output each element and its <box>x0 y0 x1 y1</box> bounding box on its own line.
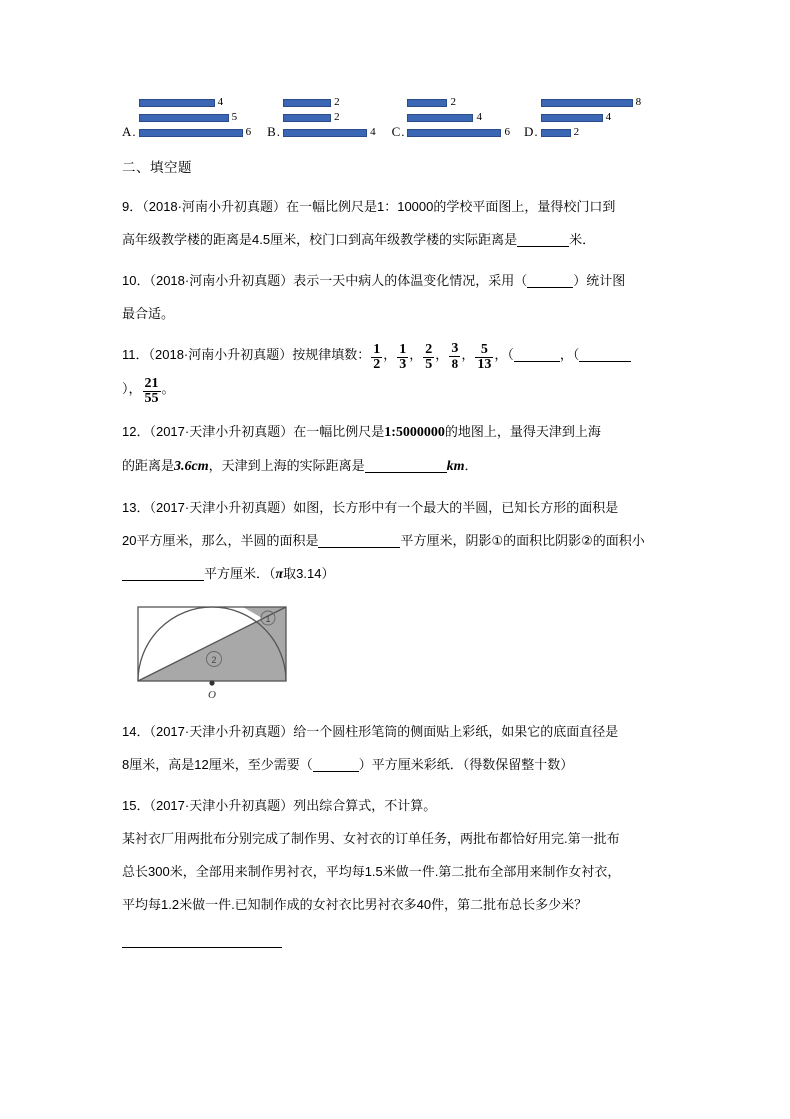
question-14 <box>122 715 682 781</box>
question-12-line-1 <box>122 415 682 449</box>
question-9-text-a: 在一幅比例尺是1：10000的学校平面图上，量得校门口到 <box>285 199 616 214</box>
question-12-text-a: 在一幅比例尺是 <box>293 423 385 439</box>
question-12-source: （2017·天津小升初真题） <box>149 423 294 439</box>
question-13-text-b: 20平方厘米，那么，半圆的面积是 <box>122 532 319 548</box>
question-9-line-1 <box>122 190 682 223</box>
question-10-source: （2018·河南小升初真题） <box>149 273 294 288</box>
question-13-number: 13． <box>122 499 150 515</box>
bar-b-2-value: 2 <box>334 111 340 123</box>
option-c-letter: C. <box>391 124 406 139</box>
question-12-unit: km <box>446 458 465 474</box>
center-point-marker <box>209 680 214 685</box>
bar-b-3 <box>283 129 367 137</box>
fraction-last-denominator: 55 <box>144 391 159 407</box>
fraction-2 <box>397 343 408 373</box>
question-14-line-1 <box>122 715 682 748</box>
question-13-blank-1[interactable] <box>318 547 400 548</box>
bar-b-1-value: 2 <box>334 96 340 108</box>
fraction-2-denominator: 3 <box>399 357 407 372</box>
question-11-line-1 <box>122 338 682 372</box>
question-13-line-3 <box>122 557 682 591</box>
bar-c-1 <box>407 99 447 107</box>
question-11-number: 11． <box>122 347 149 362</box>
bar-d-3-value: 2 <box>573 126 580 138</box>
bar-row <box>407 110 510 125</box>
question-10-line-1 <box>122 264 682 297</box>
bar-a-3 <box>139 129 243 137</box>
question-9-text-b: 高年级教学楼的距离是4.5厘米，校门口到高年级教学楼的实际距离是 <box>122 232 518 247</box>
question-14-source: （2017·天津小升初真题） <box>149 723 294 739</box>
bar-row <box>283 110 376 125</box>
fraction-4-denominator: 8 <box>449 356 460 370</box>
question-15-body-c: 平均每1.2米做一件.已知制作成的女衬衣比男衬衣多40件，第二批布总长多少米？ <box>122 896 588 912</box>
option-c[interactable] <box>392 95 510 140</box>
question-11-blank-2[interactable] <box>579 361 631 362</box>
question-14-text-c: ）平方厘米彩纸．（得数保留整十数） <box>358 756 574 772</box>
question-10-line-2 <box>122 297 682 330</box>
fraction-5-numerator: 5 <box>480 341 488 357</box>
question-12-text-c: 的距离是 <box>122 457 175 473</box>
question-14-number: 14． <box>122 723 150 739</box>
question-10 <box>122 264 682 330</box>
question-13-source: （2017·天津小升初真题） <box>149 499 294 515</box>
question-15-body-line-1 <box>122 822 682 855</box>
bar-row <box>407 95 510 110</box>
question-10-text-a: 表示一天中病人的体温变化情况，采用（ <box>293 273 528 288</box>
bar-row <box>139 125 252 140</box>
question-13-line-1 <box>122 491 682 524</box>
question-11-text-a: 按规律填数： <box>292 347 371 362</box>
page-content <box>122 88 682 948</box>
bar-d-3 <box>541 129 571 137</box>
option-d-bars <box>541 95 642 140</box>
question-15-text-a: 列出综合算式，不计算。 <box>293 797 437 813</box>
bar-d-2-value: 4 <box>605 111 612 123</box>
fraction-5 <box>475 343 493 373</box>
question-11-text-d: 。 <box>161 381 175 397</box>
option-d-letter: D. <box>523 124 539 139</box>
fraction-4-numerator: 3 <box>451 340 459 356</box>
fraction-last <box>143 377 161 407</box>
bar-b-2 <box>283 114 331 122</box>
bar-d-2 <box>541 114 603 122</box>
bar-a-2-value: 5 <box>231 111 238 123</box>
question-10-blank[interactable] <box>527 287 573 288</box>
bar-a-1 <box>139 99 215 107</box>
question-13-text-e: 取3.14） <box>283 565 335 581</box>
question-11-blank-1[interactable] <box>514 361 560 362</box>
bar-d-1-value: 8 <box>635 96 642 108</box>
question-14-line-2 <box>122 748 682 781</box>
fraction-3 <box>423 343 434 373</box>
option-b-letter: B. <box>267 124 282 139</box>
rectangle-semicircle-diagram <box>130 601 295 701</box>
sep-1: ， <box>383 347 397 362</box>
question-10-text-c: 最合适。 <box>122 306 175 321</box>
option-a-letter: A. <box>122 124 137 139</box>
sep-2: ， <box>409 347 423 362</box>
question-10-number: 10． <box>122 273 150 288</box>
bar-row <box>407 125 510 140</box>
paren-open-1: （ <box>507 347 514 362</box>
option-b-bars <box>283 95 376 140</box>
question-15-body-line-3 <box>122 888 682 921</box>
question-9-text-c: 米． <box>569 232 596 247</box>
region-one-label: 1 <box>265 613 271 624</box>
question-12-line-2 <box>122 449 682 483</box>
question-11-line-2 <box>122 372 682 406</box>
bar-a-1-value: 4 <box>217 96 224 108</box>
question-9 <box>122 190 682 256</box>
bar-b-1 <box>283 99 331 107</box>
question-12-number: 12． <box>122 423 150 439</box>
bar-a-3-value: 6 <box>245 126 252 138</box>
pi-symbol: π <box>275 566 284 582</box>
option-a-bars <box>139 95 252 140</box>
question-11-text-b: ，（ <box>559 347 580 362</box>
fraction-last-numerator: 21 <box>144 376 159 391</box>
bar-row <box>283 125 376 140</box>
sep-4: ， <box>461 347 475 362</box>
option-b[interactable] <box>267 95 375 140</box>
question-9-blank[interactable] <box>517 246 569 247</box>
question-13-text-c: 平方厘米，阴影①的面积比阴影②的面积小 <box>400 532 645 548</box>
question-15 <box>122 789 682 921</box>
question-15-source: （2017·天津小升初真题） <box>149 797 294 813</box>
bar-a-2 <box>139 114 229 122</box>
bar-row <box>541 95 642 110</box>
question-13-text-a: 如图，长方形中有一个最大的半圆，已知长方形的面积是 <box>293 499 619 515</box>
question-11-source: （2018·河南小升初真题） <box>148 347 293 362</box>
question-11 <box>122 338 682 407</box>
bar-row <box>541 110 642 125</box>
option-a[interactable] <box>122 95 251 140</box>
multiple-choice-options <box>122 88 682 140</box>
question-15-body-a: 某衬衣厂用两批布分别完成了制作男、女衬衣的订单任务，两批布都恰好用完.第一批布 <box>122 830 620 846</box>
question-11-text-c: ）， <box>122 381 142 397</box>
question-15-body-line-2 <box>122 855 682 888</box>
sep-3: ， <box>435 347 449 362</box>
bar-row <box>139 95 252 110</box>
fraction-2-numerator: 1 <box>399 341 407 357</box>
bar-d-1 <box>541 99 633 107</box>
bar-b-3-value: 4 <box>370 126 376 138</box>
region-two-label: 2 <box>211 654 217 665</box>
question-9-number: 9． <box>122 199 143 214</box>
question-13-blank-2[interactable] <box>122 580 204 581</box>
center-point-label: O <box>208 688 216 701</box>
fraction-5-denominator: 13 <box>477 357 492 372</box>
question-14-text-a: 给一个圆柱形笔筒的侧面贴上彩纸，如果它的底面直径是 <box>293 723 619 739</box>
question-10-text-b: ）统计图 <box>573 273 626 288</box>
question-9-line-2 <box>122 223 682 256</box>
bar-c-1-value: 2 <box>450 96 456 108</box>
fraction-3-numerator: 2 <box>425 341 433 357</box>
bar-c-2-value: 4 <box>476 111 482 123</box>
bar-c-3 <box>407 129 501 137</box>
question-15-number: 15． <box>122 797 150 813</box>
question-9-source: （2018·河南小升初真题） <box>142 199 286 214</box>
question-12-scale: 1:5000000 <box>384 424 445 440</box>
question-12-text-d: ，天津到上海的实际距离是 <box>208 457 365 473</box>
question-12-blank[interactable] <box>365 472 447 473</box>
answer-line[interactable] <box>122 947 282 948</box>
section-heading: 二、填空题 <box>122 160 192 175</box>
geometry-figure <box>130 601 295 701</box>
bar-row <box>139 110 252 125</box>
option-c-bars <box>407 95 510 140</box>
question-12 <box>122 415 682 483</box>
option-d[interactable] <box>524 95 641 140</box>
sep-5: ， <box>494 347 508 362</box>
question-12-text-b: 的地图上，量得天津到上海 <box>444 423 601 439</box>
question-15-line-1 <box>122 789 682 822</box>
bar-c-3-value: 6 <box>504 126 510 138</box>
question-13-line-2 <box>122 524 682 557</box>
fraction-1-denominator: 2 <box>373 357 381 372</box>
question-12-text-e: ． <box>464 457 478 473</box>
question-15-body-b: 总长300米，全部用来制作男衬衣，平均每1.5米做一件.第二批布全部用来制作女衬衣， <box>122 863 621 879</box>
question-14-text-b: 8厘米，高是12厘米，至少需要（ <box>122 756 313 772</box>
fraction-1-numerator: 1 <box>373 341 381 357</box>
question-13 <box>122 491 682 591</box>
fraction-4 <box>449 342 460 371</box>
bar-row <box>541 125 642 140</box>
fraction-3-denominator: 5 <box>425 357 433 372</box>
question-12-distance: 3.6cm <box>174 458 209 474</box>
bar-c-2 <box>407 114 473 122</box>
fraction-1 <box>371 343 382 373</box>
question-13-text-d: 平方厘米．（ <box>204 565 276 581</box>
bar-row <box>283 95 376 110</box>
question-14-blank[interactable] <box>313 771 359 772</box>
